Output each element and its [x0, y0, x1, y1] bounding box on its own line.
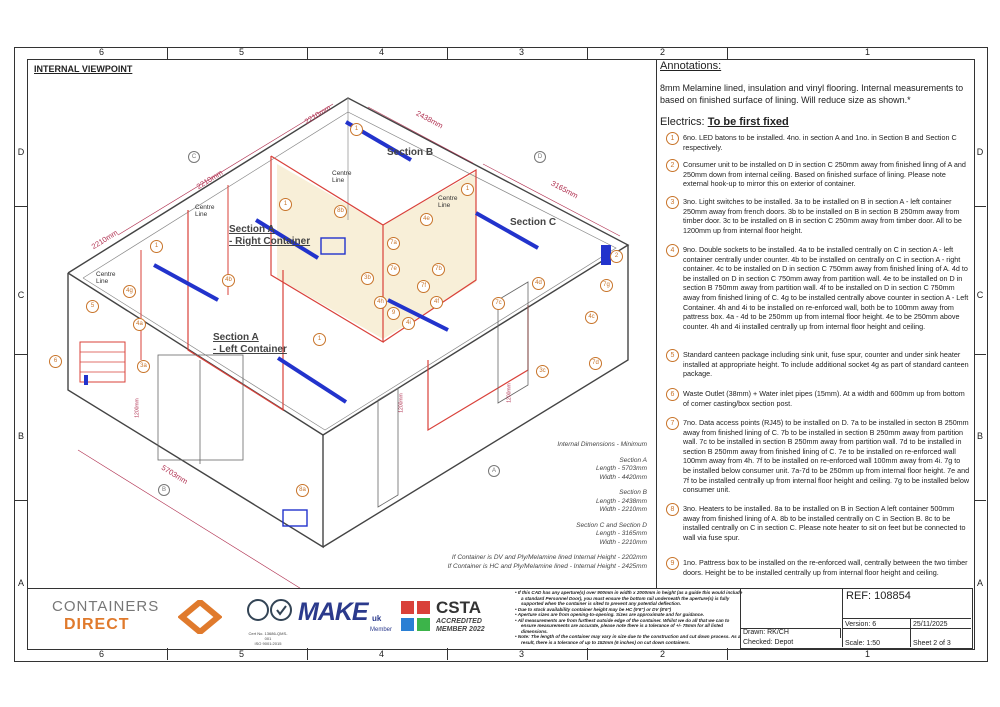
note-number: 5 [666, 349, 679, 362]
ruler-tick [447, 648, 448, 660]
ruler-tick [587, 648, 588, 660]
drawn-by: Drawn: RK/CH [743, 629, 789, 636]
callout-7c: 7c [492, 297, 505, 310]
callout-5: 5 [86, 300, 99, 313]
callout-7f: 7f [417, 280, 430, 293]
callout-7g: 7g [600, 279, 613, 292]
dim-right-c: 3165mm [549, 178, 580, 201]
callout-7d: 7d [589, 357, 602, 370]
label-section-a-left-sub: - Left Container [213, 344, 287, 355]
note-item [667, 389, 970, 408]
csta-logo: CSTA [436, 598, 482, 617]
grid-row-label: A [976, 578, 983, 588]
callout-7b: 7b [432, 263, 445, 276]
disclaimer-line: • All measurements are from furthest outside edge of the container. Whilst we do all that we can to ensure measurements are accurate, please note there is a tolerance of +/- 75mm for all listed dimensions. [515, 617, 730, 634]
note-number: 1 [666, 132, 679, 145]
reference-number: REF: 108854 [846, 590, 911, 602]
wall-ref-d: D [534, 151, 546, 163]
centre-line-label: Centre Line [438, 195, 458, 209]
ruler-tick [974, 354, 986, 355]
wall-ref-b: B [158, 484, 170, 496]
note-text: Standard canteen package including sink unit, fuse spur, counter and under sink heater installed at appropriate height. To include additional socket 4g as part of standard canteen package. [683, 350, 969, 379]
make-uk-suffix: uk [372, 614, 382, 623]
note-text: 9no. Double sockets to be installed. 4a to be installed centrally on C in section A - left container centrally under counter. 4b to be installed on centrally on C in section A - right container. 4c to be installed on D in section C 750mm away from finished lining of A. 4d to be installed on D in section C 750mm away from partition wall. 4e to be installed on D in section B 750mm away from partition wall. 4f to be installed on D in section C 750mm away from finished lining of C. 4g to be installed centrally above counter in section A - Left Container. 4h and 4i to be installed on re-enforced wall, both be to 100mm away from pattress box. 4a - 4d to be 250mm up from internal floor height. 4e to be 250mm above counter. 4h and 4i installed centrally up from internal floor height and ceiling. [683, 245, 969, 331]
note-item [667, 350, 970, 379]
annotations-intro: 8mm Melamine lined, insulation and vinyl flooring. Internal measurements to based on finished surface of lining. Will reduce size as shown.* [660, 83, 964, 105]
electrics-title: Electrics: To be first fixed [660, 116, 789, 128]
sheet-number: Sheet 2 of 3 [913, 640, 951, 647]
ruler-tick [15, 500, 27, 501]
note-text: 7no. Data access points (RJ45) to be installed on D. 7a to be installed in secton B 250mm away from finished lining of C. 7b to be installed in section B 250mm away from partition wall. 7c to be installed in section B 250mm away from partition wall. 7d to be installed in section B 250mm away from finished lining of C. 7e to be installed on re-enforced wall 100mm away from 4h. 7f to be installed on re-enforced wall 100mm away from 4i. 7g to be installed below consumer unit. 7a-7d to be 250mm up from internal floor height. 7e and 7f to be installed centrally up from internal floor height and ceiling. 7g to be installed below consumer unit. [683, 418, 970, 495]
ruler-tick [15, 206, 27, 207]
callout-4e: 4e [420, 213, 433, 226]
dims-width: Width - 2210mm [599, 538, 647, 546]
dims-section-name: Section C and Section D [576, 521, 647, 529]
note-number: 9 [666, 557, 679, 570]
dims-width: Width - 4420mm [599, 473, 647, 481]
csta-emblem-icon [400, 600, 432, 634]
callout-3c: 3c [536, 365, 549, 378]
dim-vertical: 1200mm [398, 393, 405, 413]
callout-4b: 4b [222, 274, 235, 287]
note-number: 3 [666, 196, 679, 209]
dimension-line [78, 450, 303, 588]
callout-1: 1 [313, 333, 326, 346]
callout-6: 6 [49, 355, 62, 368]
callout-2: 2 [610, 250, 623, 263]
callout-4d: 4d [532, 277, 545, 290]
label-section-a-right-sub: - Right Container [229, 236, 311, 247]
grid-row-label: A [17, 578, 24, 588]
note-item [667, 558, 970, 577]
dims-width: Width - 2210mm [599, 506, 647, 513]
grid-row-label: D [976, 147, 984, 157]
callout-9: 9 [387, 307, 400, 320]
callout-4i: 4i [402, 317, 415, 330]
ruler-tick [307, 47, 308, 59]
note-text: 6no. LED batons to be installed. 4no. in section A and 1no. in Section B and Section C respectively. [683, 133, 957, 152]
centre-line-label: Centre Line [195, 204, 215, 218]
grid-row-label: C [17, 290, 25, 300]
callout-7a: 7a [387, 237, 400, 250]
scale: Scale: 1:50 [845, 640, 881, 647]
disclaimer-line: • If this CAD has any aperture(s) over 900mm in width x 2000mm in height (as a guide this would include a standard Personnel Door), you must ensure the bottom rail underneath the aperture(s) is fully supported when the container is sited to prevent any potential deflection. [515, 590, 743, 606]
dims-height-dv: If Container is DV and Ply/Melamine lined Internal Height - 2202mm [451, 554, 647, 561]
dims-length: Length - 3165mm [596, 530, 647, 537]
dim-top-a: 2210mm [302, 102, 333, 127]
note-text: 3no. Light switches to be installed. 3a to be installed on B in section A - left container 250mm away from french doors. 3b to be installed on B in section B 250mm away from timber door. 3c to be installed on B in section C 250mm away from timber door. All to be 1200mm up from internal floor height. [683, 197, 962, 235]
grid-row-label: C [976, 290, 984, 300]
callout-1: 1 [150, 240, 163, 253]
internal-dimensions [430, 441, 647, 571]
dim-mid-a: 2210mm [194, 167, 225, 192]
callout-3b: 3b [361, 272, 374, 285]
wall-ref-a: A [488, 465, 500, 477]
note-number: 7 [666, 417, 679, 430]
callout-4h: 4h [374, 296, 387, 309]
callout-4g: 4g [123, 285, 136, 298]
dim-vertical: 1200mm [506, 383, 513, 403]
dim-left-a: 2210mm [89, 227, 120, 252]
ruler-top: 6 5 4 3 2 1 [99, 47, 871, 57]
dims-section-name: Section A [619, 456, 647, 464]
containers-direct-logo-line1: CONTAINERS [52, 598, 160, 615]
ruler-tick [447, 47, 448, 59]
annotations-title: Annotations: [660, 60, 722, 72]
note-item [667, 133, 970, 152]
timber-door [378, 388, 398, 507]
make-uk-logo: MAKE [298, 598, 368, 626]
label-section-a-right: Section A [229, 224, 275, 235]
callout-4c: 4c [585, 311, 598, 324]
disclaimer-notes [513, 590, 743, 645]
checked-by: Checked: Depot [743, 639, 794, 646]
date: 25/11/2025 [913, 621, 948, 628]
disclaimer-line: • Aperture sizes are from opening-to-opening. Sizes are approximate and for guidance. [515, 612, 705, 617]
callout-4a: 4a [133, 318, 146, 331]
ruler-tick [727, 648, 728, 660]
ruler-tick [167, 47, 168, 59]
grid-row-label: B [976, 431, 983, 441]
version: Version: 6 [845, 621, 877, 628]
wall-ref-c: C [188, 151, 200, 163]
callout-1: 1 [461, 183, 474, 196]
callout-7e: 7e [387, 263, 400, 276]
csta-accreditation: ACCREDITED MEMBER 2022 [436, 618, 485, 633]
callout-1: 1 [279, 198, 292, 211]
ruler-tick [974, 500, 986, 501]
heater-8a [283, 510, 307, 526]
note-number: 6 [666, 388, 679, 401]
ruler-tick [15, 354, 27, 355]
disclaimer-line: • Note: The length of the container may vary in size due to the construction and cut down process. As a result, there is a tolerance of up to 152mm (6 inches) on cut down containers. [515, 634, 741, 645]
grid-row-label: D [17, 147, 25, 157]
internal-dimensions-title: Internal Dimensions - Minimum [557, 441, 647, 448]
ruler-tick [587, 47, 588, 59]
ruler-tick [727, 47, 728, 59]
note-item [667, 245, 970, 331]
label-section-a-left: Section A [213, 332, 259, 343]
callout-3a: 3a [137, 360, 150, 373]
callout-1: 1 [350, 123, 363, 136]
note-item [667, 418, 970, 495]
disclaimer-line: • Due to stock availability container height may be HC (9'6") or DV (8'6") [515, 606, 672, 612]
callout-8a: 8a [296, 484, 309, 497]
ruler-bottom: 6 5 4 3 2 1 [99, 649, 871, 659]
dim-vertical: 1200mm [134, 398, 141, 418]
ruler-tick [167, 648, 168, 660]
note-number: 2 [666, 159, 679, 172]
dim-bottom-length: 5703mm [159, 462, 190, 487]
dims-length: Length - 2438mm [596, 497, 647, 505]
label-section-b: Section B [387, 147, 434, 158]
led-baton [278, 358, 346, 402]
note-text: 1no. Pattress box to be installed on the re-enforced wall, centrally between the two timber doors. Height be to be installed centrally up from internal floor height and ceiling. [683, 558, 968, 577]
certification-seals-icon [247, 596, 293, 628]
note-item [667, 160, 970, 189]
make-uk-member: Member [370, 627, 393, 633]
grid-row-label: B [17, 431, 24, 441]
note-item [667, 504, 970, 542]
ruler-tick [974, 206, 986, 207]
viewpoint-title: INTERNAL VIEWPOINT [34, 64, 133, 74]
centre-line-label: Centre Line [96, 271, 116, 285]
ruler-tick [307, 648, 308, 660]
callout-4f: 4f [430, 296, 443, 309]
cert-number: Cert No. 13686-QMS-001 ISO 9001:2015 [248, 631, 288, 646]
callout-8b: 8b [334, 205, 347, 218]
dims-length: Length - 5703mm [596, 465, 647, 472]
label-section-c: Section C [510, 217, 557, 228]
diamond-logo-icon [178, 600, 222, 634]
containers-direct-logo-line2: DIRECT [64, 616, 130, 633]
note-item [667, 197, 970, 235]
note-number: 4 [666, 244, 679, 257]
note-text: 3no. Heaters to be installed. 8a to be installed on B in Section A left container 500mm away from finished lining of A. 8b to be installed centrally on C in Section B. 8c to be installed centrally on C in section C. Please note heater to sit on feet but be connected to wall via fuse spur. [683, 504, 966, 542]
led-baton [154, 265, 218, 300]
centre-line-label: Centre Line [332, 170, 352, 184]
note-text: Consumer unit to be installed on D in section C 250mm away from finished linng of A and 250mm down from internal ceiling. Based on finished surface of lining. Please note external hook-up to mirror this on exterior of container. [683, 160, 966, 189]
dims-section-name: Section B [619, 489, 647, 496]
dim-top-b: 2438mm [414, 108, 445, 131]
note-text: Waste Outlet (38mm) + Water inlet pipes (15mm). At a width and 600mm up from bottom of corner casting/box section post. [683, 389, 965, 408]
note-number: 8 [666, 503, 679, 516]
partition-wall-d [428, 305, 528, 430]
dims-height-hc: If Container is HC and Ply/Melamine lined - Internal Height - 2425mm [447, 562, 647, 570]
